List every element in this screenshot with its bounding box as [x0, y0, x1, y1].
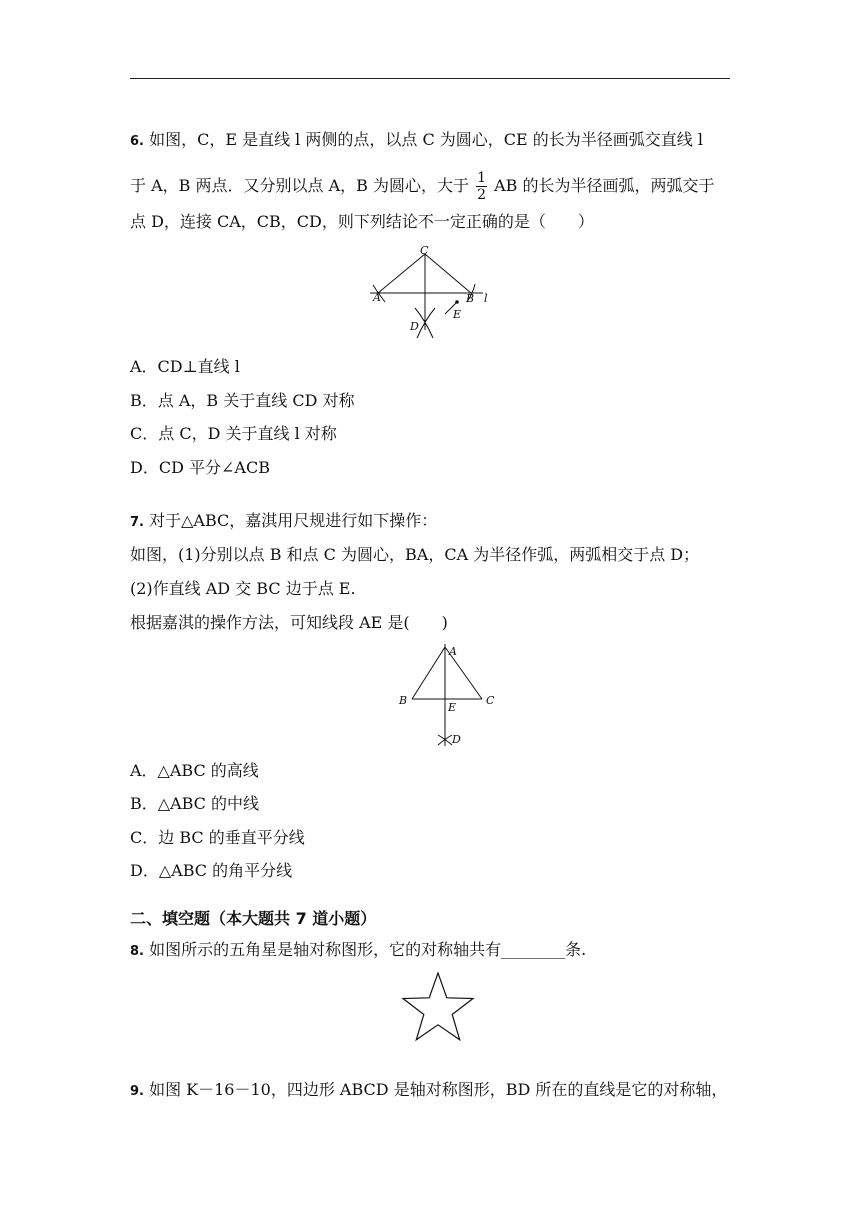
fraction-one-half — [476, 170, 487, 203]
q6-option-d: D．CD 平分∠ACB — [130, 458, 270, 477]
q8-line — [130, 940, 586, 962]
q6-number: 6. — [130, 134, 144, 149]
q9-line — [130, 1080, 727, 1102]
label-b: B — [466, 292, 475, 305]
label-l: l — [484, 292, 488, 305]
label-e: E — [448, 701, 457, 714]
q6-line2 — [130, 170, 715, 203]
q6-option-c: C．点 C，D 关于直线 l 对称 — [130, 424, 337, 443]
header-rule — [130, 78, 730, 79]
q7-option-a: A．△ABC 的高线 — [130, 761, 259, 780]
q7-figure — [390, 642, 500, 750]
label-d: D — [452, 733, 461, 746]
segment-ca — [378, 254, 425, 293]
label-a: A — [449, 645, 457, 658]
star-outline — [403, 973, 473, 1040]
q6-line1 — [130, 130, 703, 152]
five-pointed-star-figure — [398, 970, 478, 1046]
q7-line4: 根据嘉淇的操作方法，可知线段 AE 是( ) — [130, 613, 448, 632]
point-e — [455, 300, 459, 304]
q9-text: 如图 K－16－10，四边形 ABCD 是轴对称图形，BD 所在的直线是它的对称轴， — [149, 1080, 728, 1099]
q7-number: 7. — [130, 515, 144, 530]
label-d: D — [410, 320, 419, 333]
q7-option-c: C．边 BC 的垂直平分线 — [130, 828, 305, 847]
q7-line2: 如图，(1)分别以点 B 和点 C 为圆心，BA，CA 为半径作弧，两弧相交于点 D； — [130, 545, 700, 564]
q6-text-line1: 如图，C，E 是直线 l 两侧的点，以点 C 为圆心，CE 的长为半径画弧交直线 l — [149, 130, 704, 149]
section-title: 二、填空题（本大题共 7 道小题） — [130, 909, 377, 928]
label-e: E — [453, 308, 462, 321]
q7-line1 — [130, 511, 437, 533]
fraction-denominator: 2 — [477, 187, 486, 203]
q6-option-b: B．点 A，B 关于直线 CD 对称 — [130, 391, 355, 410]
label-c: C — [420, 244, 429, 257]
q7-option-b: B．△ABC 的中线 — [130, 794, 260, 813]
q7-option-d: D．△ABC 的角平分线 — [130, 861, 293, 880]
segment-cb — [425, 254, 471, 293]
q8-number: 8. — [130, 944, 144, 959]
q6-text-line2b: AB 的长为半径画弧，两弧交于 — [494, 176, 715, 195]
label-c: C — [486, 694, 495, 707]
segment-ab — [412, 647, 445, 699]
label-b: B — [399, 694, 408, 707]
q8-text: 如图所示的五角星是轴对称图形，它的对称轴共有________条. — [149, 940, 587, 959]
q9-number: 9. — [130, 1084, 144, 1099]
arc-d-right — [417, 308, 435, 338]
q6-figure — [365, 240, 505, 340]
q6-option-a: A．CD⊥直线 l — [130, 357, 240, 376]
q6-text-line2a: 于 A，B 两点．又分别以点 A，B 为圆心，大于 — [130, 176, 469, 195]
label-a: A — [373, 291, 381, 304]
fraction-numerator: 1 — [477, 170, 486, 186]
q6-line3: 点 D，连接 CA，CB，CD，则下列结论不一定正确的是（ ） — [130, 212, 594, 231]
q7-text-line1: 对于△ABC，嘉淇用尺规进行如下操作： — [149, 511, 438, 530]
q7-line3: (2)作直线 AD 交 BC 边于点 E. — [130, 579, 356, 598]
